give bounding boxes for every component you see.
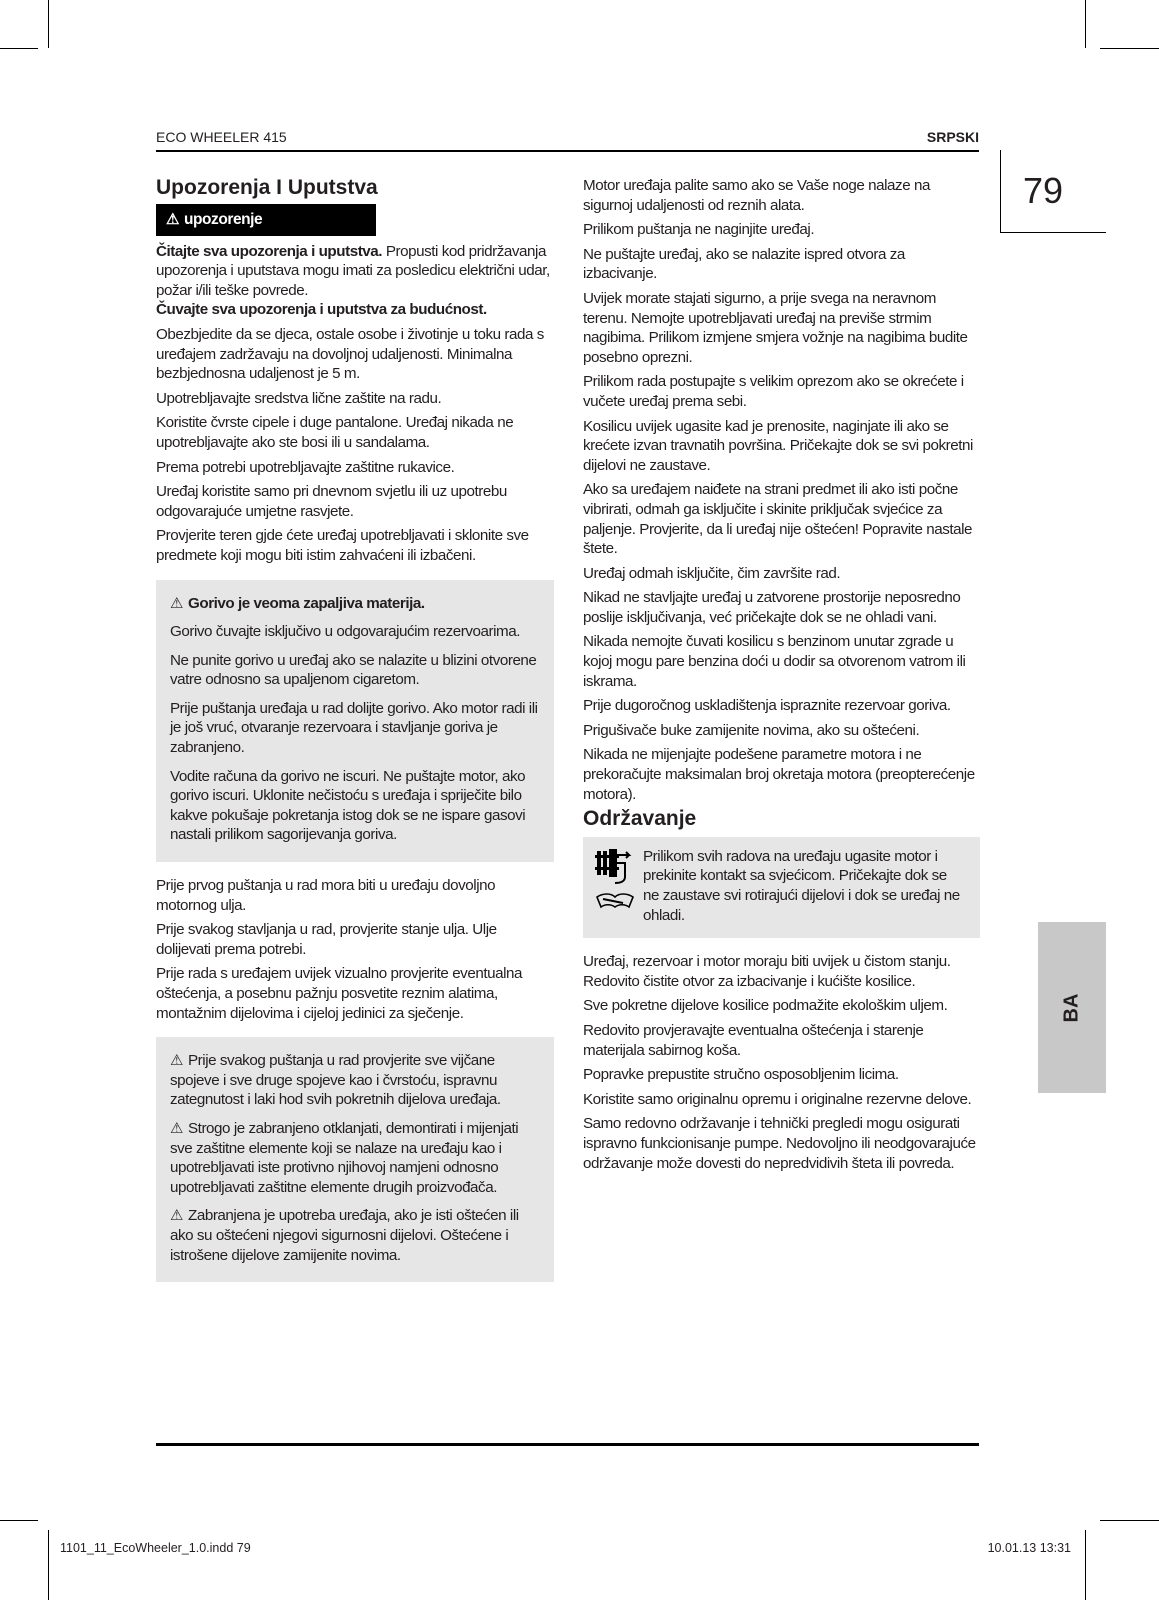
crop-mark (1085, 0, 1086, 48)
warning-banner-label: upozorenje (184, 210, 263, 228)
paragraph (583, 996, 980, 1016)
paragraph-text: Prije rada s uređajem uvijek vizualno provjerite eventualna oštećenja, a posebnu pažnju posvetite reznim alatima, montažnim dijelovima i cijeloj jedinici za sječenje. (156, 965, 523, 1022)
crop-mark (1100, 48, 1159, 49)
notice-heading: Gorivo je veoma zapaljiva materija. (188, 594, 425, 612)
header-rule (156, 150, 979, 152)
paragraph (583, 245, 980, 284)
paragraph-text: Koristite čvrste cipele i duge pantalone. Uređaj nikada ne upotrebljavajte ako ste bosi ili u sandalama. (156, 414, 514, 451)
paragraph-text: Prilikom puštanja ne naginjite uređaj. (583, 221, 815, 239)
paragraph-text: Koristite samo originalnu opremu i originalne rezervne delove. (583, 1090, 972, 1108)
paragraph (156, 964, 554, 1023)
paragraph-text: Prije prvog puštanja u rad mora biti u uređaju dovoljno motornog ulja. (156, 877, 496, 914)
notice-paragraph (170, 699, 540, 758)
notice-text: Vodite računa da gorivo ne iscuri. Ne puštajte motor, ako gorivo iscuri. Uklonite nečistoću s uređaja i spriječite bilo kakve pokušaje pokretanja istog dok se ne ispare gasovi nastali prilikom sagorijevanja goriva. (170, 767, 526, 844)
language-tab (1038, 922, 1106, 1093)
notice-text: Gorivo čuvajte isključivo u odgovarajućim rezervoarima. (170, 623, 521, 641)
notice-box (156, 1037, 554, 1282)
paragraph-text: Sve pokretne dijelove kosilice podmažite ekološkim uljem. (583, 997, 948, 1015)
paragraph-text: Upotrebljavajte sredstva lične zaštite na radu. (156, 389, 442, 407)
section-heading: Upozorenja I Uputstva (156, 176, 378, 199)
paragraph (583, 220, 980, 240)
paragraph-text: Prigušivače buke zamijenite novima, ako su oštećeni. (583, 721, 920, 739)
paragraph-text: Ako sa uređajem naiđete na strani predmet ili ako isti počne vibrirati, odmah ga isključite i skinite priključak svjećice za paljenje. Provjerite, da li uređaj nije oštećen! Popravite nastale štete. (583, 481, 973, 558)
notice-paragraph (170, 651, 540, 690)
maintenance-tool-icon (593, 847, 637, 911)
notice-text: Prije svakog puštanja u rad provjerite sve vijčane spojeve i sve druge spojeve kao i čvrstoću, ispravnu zategnutost i laki hod svih pokretnih dijelova uređaja. (170, 1052, 501, 1109)
paragraph (156, 920, 554, 959)
paragraph-bold: Čuvajte sva upozorenja i uputstva za budućnost. (156, 301, 487, 319)
notice-text: Strogo je zabranjeno otklanjati, demontirati i mijenjati sve zaštitne elemente koji se nalaze na uređaju kao i upotrebljavati iste protivno njihovoj namjeni odnosno upotrebljavati zaštitne elemente drugih proizvođača. (170, 1119, 519, 1196)
warning-icon: ⚠ (166, 210, 179, 228)
notice-box (583, 837, 980, 938)
crop-mark (0, 48, 38, 49)
paragraph (583, 588, 980, 627)
warning-banner (156, 204, 376, 236)
footer-rule (156, 1443, 979, 1446)
paragraph (156, 242, 554, 320)
paragraph (583, 480, 980, 558)
notice-paragraph (170, 1206, 540, 1265)
paragraph-text: Redovito provjeravajte eventualna oštećenja i starenje materijala sabirnog koša. (583, 1021, 924, 1059)
language-tab-label: BA (1060, 993, 1083, 1022)
page-number: 79 (1000, 150, 1106, 233)
paragraph-bold: Čitajte sva upozorenja i uputstva. (156, 242, 383, 260)
warning-icon: ⚠ (170, 1052, 183, 1070)
paragraph-text: Uvijek morate stajati sigurno, a prije svega na neravnom terenu. Nemojte upotrebljavati uređaj na previše strmim nagibima. Prilikom izmjene smjera vožnje na nagibima budite posebno oprezni. (583, 289, 968, 366)
warning-icon: ⚠ (170, 594, 183, 612)
paragraph-text: Prije dugoročnog uskladištenja ispraznite rezervoar goriva. (583, 697, 951, 715)
paragraph (583, 289, 980, 367)
paragraph (583, 417, 980, 476)
crop-mark (1100, 1520, 1159, 1521)
paragraph (156, 325, 554, 384)
paragraph-text: Propusti kod pridržavanja upozorenja i uputstava mogu imati za posledicu električni udar, požar i/ili teške povrede. (156, 242, 550, 299)
notice-text: Ne punite gorivo u uređaj ako se nalazite u blizini otvorene vatre odnosno sa upaljenom cigaretom. (170, 651, 537, 689)
notice-box (156, 580, 554, 863)
paragraph-text: Uređaj odmah isključite, čim završite rad. (583, 564, 841, 582)
paragraph-text: Motor uređaja palite samo ako se Vaše noge nalaze na sigurnoj udaljenosti od reznih alata. (583, 177, 930, 214)
notice-paragraph (170, 622, 540, 642)
section-heading: Održavanje (583, 807, 697, 831)
paragraph-text: Uređaj koristite samo pri dnevnom svjetlu ili uz upotrebu odgovarajuće umjetne rasvjete. (156, 483, 507, 520)
header-title: ECO WHEELER 415 (156, 129, 287, 145)
paragraph (583, 1090, 980, 1110)
crop-mark (0, 1520, 38, 1521)
warning-icon: ⚠ (170, 1207, 183, 1225)
notice-paragraph (170, 1119, 540, 1197)
paragraph (583, 745, 980, 804)
paragraph (156, 526, 554, 565)
paragraph (583, 176, 980, 215)
paragraph (583, 1114, 980, 1173)
paragraph-text: Ne puštajte uređaj, ako se nalazite ispred otvora za izbacivanje. (583, 245, 905, 283)
notice-text: Prije puštanja uređaja u rad dolijte gorivo. Ako motor radi ili je još vruć, otvaranje rezervoara i stavljanje goriva je zabranjeno. (170, 699, 538, 757)
paragraph-text: Prema potrebi upotrebljavajte zaštitne rukavice. (156, 458, 455, 476)
paragraph-text: Nikada nemojte čuvati kosilicu s benzinom unutar zgrade u kojoj mogu pare benzina doći u dodir sa otvorenom vatrom ili iskrama. (583, 633, 966, 690)
paragraph-text: Prilikom rada postupajte s velikim oprezom ako se okrećete i vučete uređaj prema sebi. (583, 373, 964, 410)
paragraph (156, 482, 554, 521)
paragraph (583, 632, 980, 691)
paragraph (156, 876, 554, 915)
notice-paragraph (170, 1051, 540, 1110)
paragraph-text: Kosilicu uvijek ugasite kad je prenosite, naginjate ili ako se krećete izvan travnatih površina. Pričekajte dok se svi pokretni dijelovi ne zaustave. (583, 417, 973, 474)
notice-text: Prilikom svih radova na uređaju ugasite motor i prekinite kontakt sa svjećicom. Pričekajte dok se ne zaustave svi rotirajući dijelovi i dok se uređaj ne ohladi. (643, 847, 960, 924)
paragraph (583, 952, 980, 991)
notice-paragraph (597, 847, 966, 925)
crop-mark (48, 0, 49, 48)
footer-datetime: 10.01.13 13:31 (987, 1541, 1071, 1555)
paragraph (583, 1065, 980, 1085)
notice-paragraph (170, 594, 540, 614)
paragraph-text: Provjerite teren gjde ćete uređaj upotrebljavati i sklonite sve predmete koji mogu biti istim zahvaćeni ili izbačeni. (156, 527, 529, 564)
crop-mark (48, 1530, 49, 1600)
notice-text: Zabranjena je upotreba uređaja, ako je isti oštećen ili ako su oštećeni njegovi sigurnosni dijelovi. Oštećene i istrošene dijelove zamijenite novima. (170, 1207, 519, 1264)
paragraph (156, 458, 554, 478)
paragraph (583, 564, 980, 584)
paragraph-text: Nikada ne mijenjajte podešene parametre motora i ne prekoračujte maksimalan broj okretaja motora (preopterećenje motora). (583, 746, 975, 803)
paragraph-text: Samo redovno održavanje i tehnički pregledi mogu osigurati ispravno funkcionisanje pumpe. Nedovoljno ili neodgovarajuće održavanje može dovesti do nepredvidivih šteta ili povreda. (583, 1115, 976, 1172)
paragraph (583, 372, 980, 411)
footer-file: 1101_11_EcoWheeler_1.0.indd 79 (60, 1541, 251, 1555)
paragraph (156, 413, 554, 452)
paragraph-text: Prije svakog stavljanja u rad, provjerite stanje ulja. Ulje dolijevati prema potrebi. (156, 921, 497, 958)
left-column (156, 176, 554, 1296)
notice-paragraph (170, 767, 540, 845)
header-language: SRPSKI (926, 129, 979, 145)
paragraph (583, 1021, 980, 1060)
paragraph (156, 389, 554, 409)
paragraph-text: Uređaj, rezervoar i motor moraju biti uvijek u čistom stanju. Redovito čistite otvor za izbacivanje i kućište kosilice. (583, 953, 951, 990)
warning-icon: ⚠ (170, 1119, 183, 1137)
paragraph-text: Popravke prepustite stručno osposobljenim licima. (583, 1066, 899, 1084)
paragraph-text: Nikad ne stavljajte uređaj u zatvorene prostorije neposredno poslije isključivanja, već pričekajte dok se ne ohladi vani. (583, 589, 961, 626)
right-column (583, 176, 980, 1178)
paragraph-text: Obezbjedite da se djeca, ostale osobe i životinje u toku rada s uređajem zadržavaju na dovoljnoj udaljenosti. Minimalna bezbjednosna udaljenost je 5 m. (156, 325, 544, 383)
paragraph (583, 696, 980, 716)
paragraph (583, 721, 980, 741)
crop-mark (1085, 1530, 1086, 1600)
